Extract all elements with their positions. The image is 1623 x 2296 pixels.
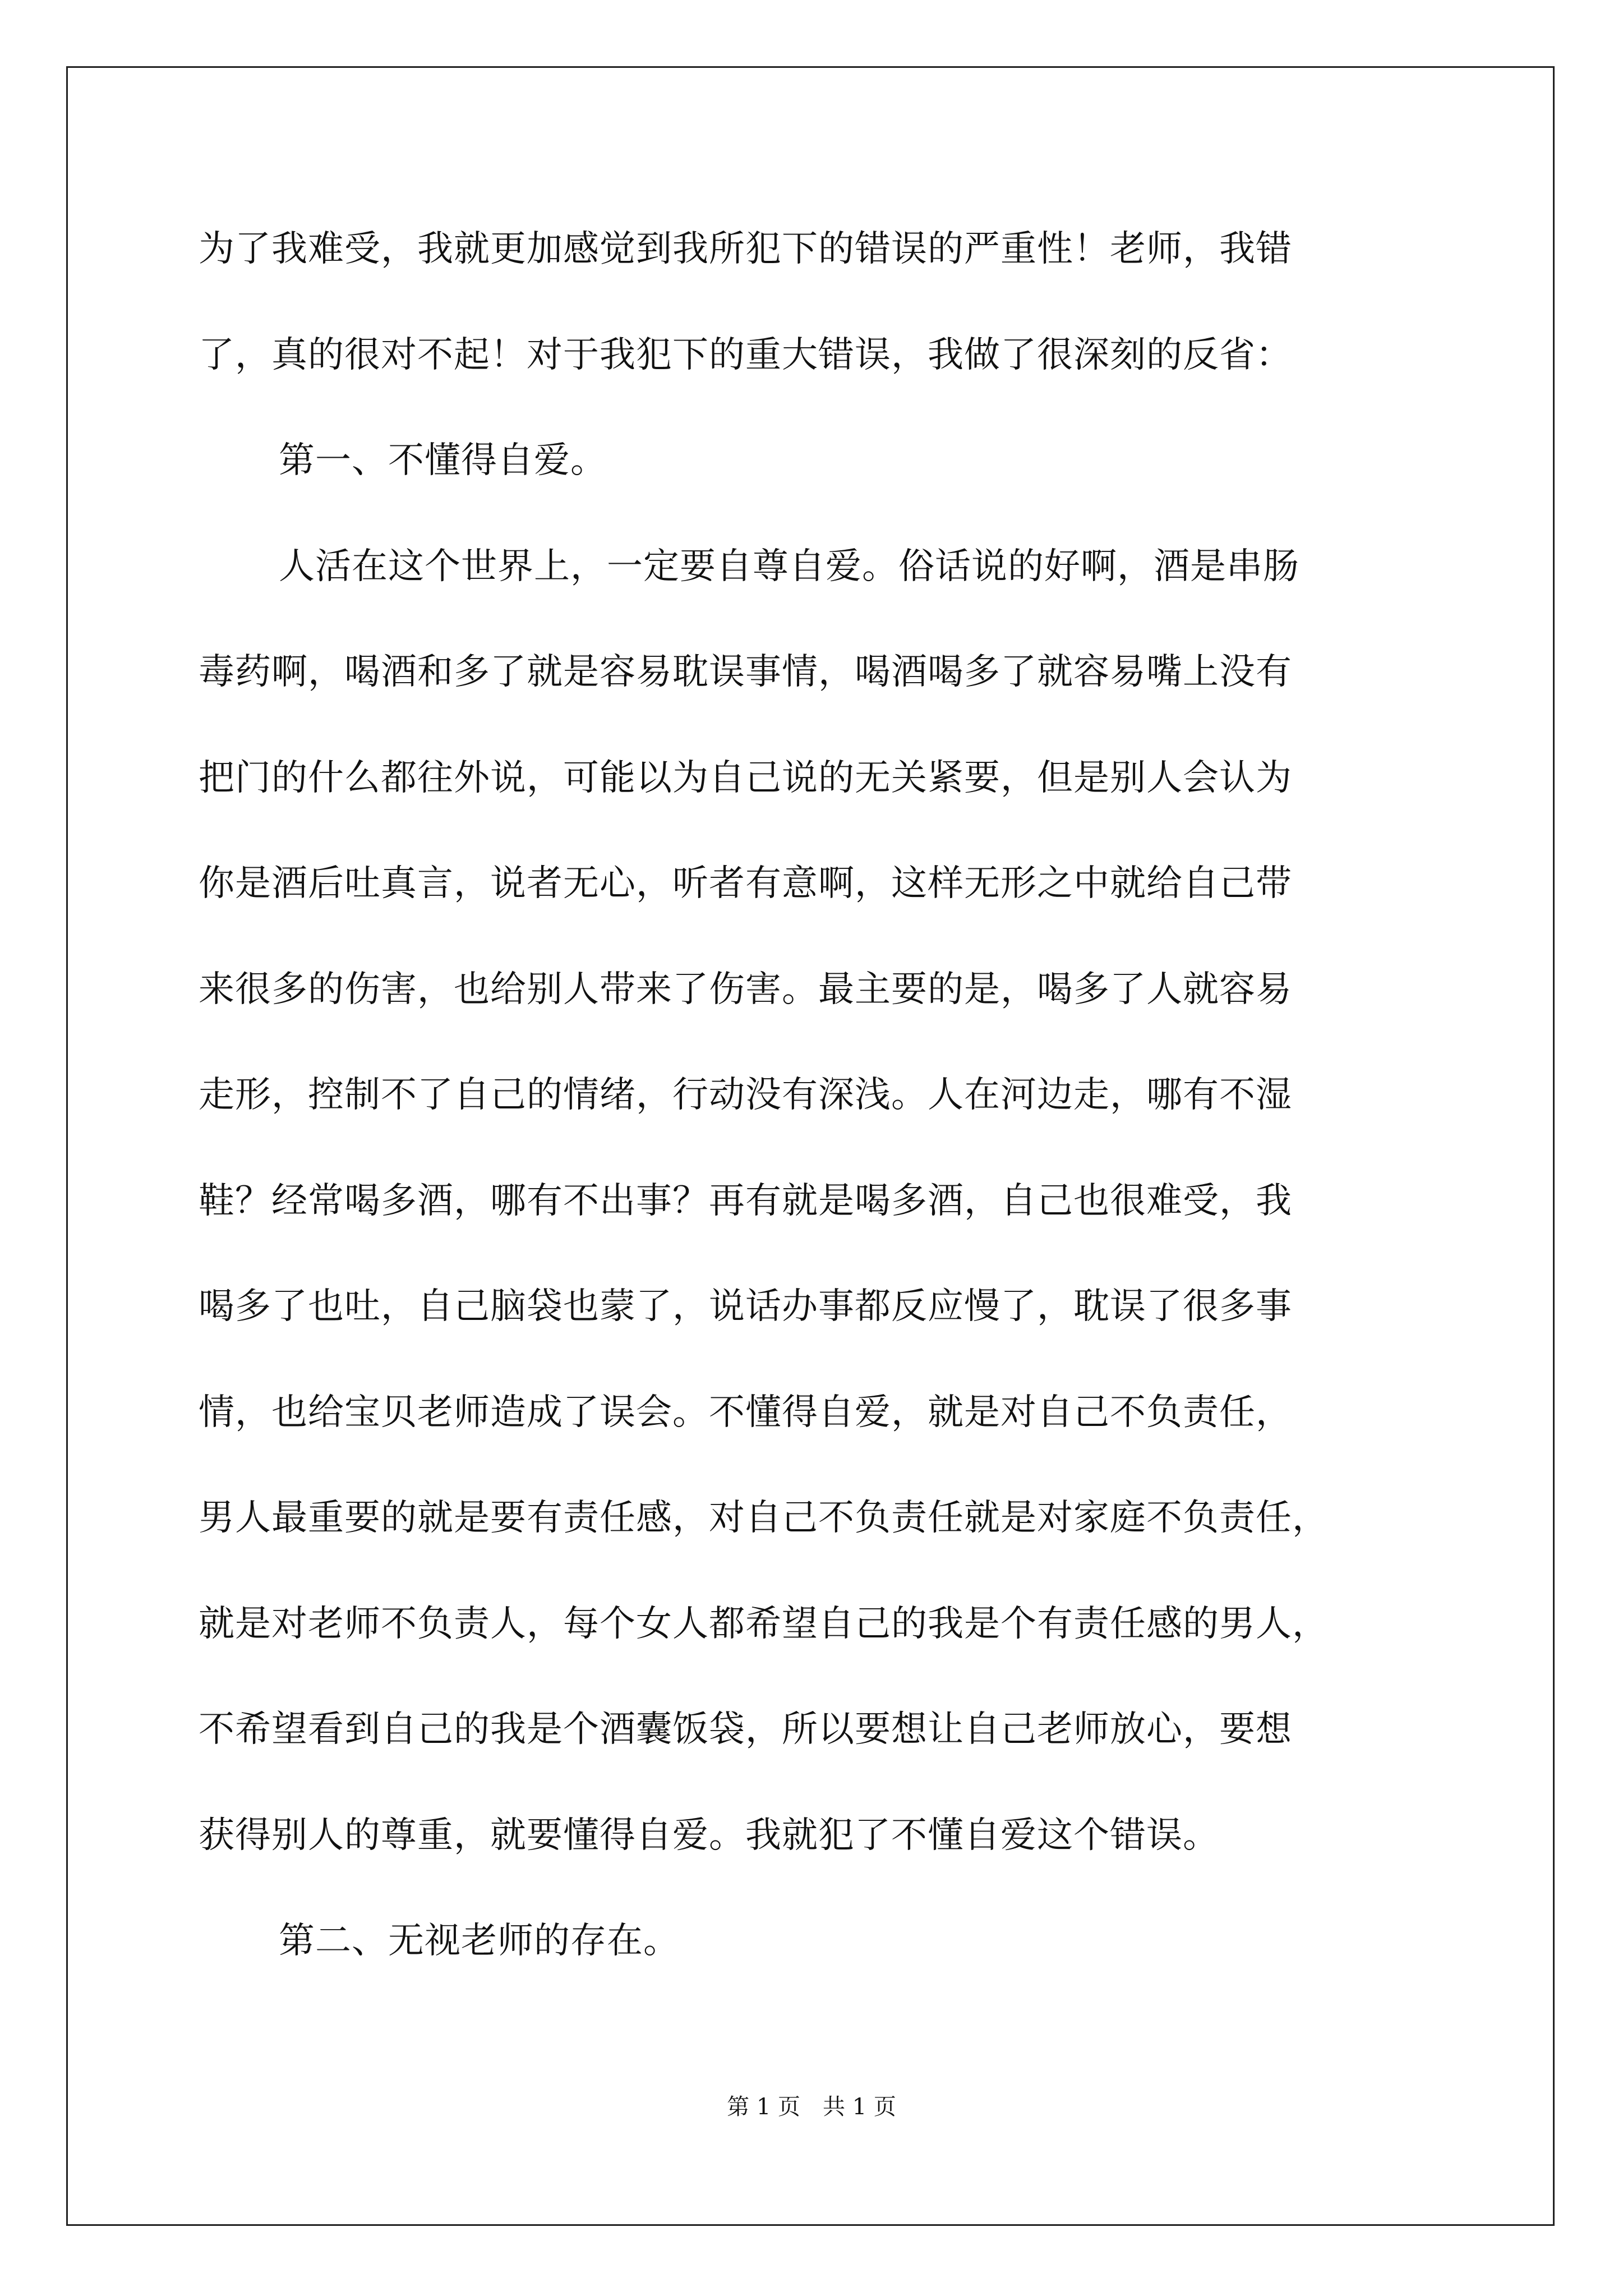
text-line-5: 毒药啊，喝酒和多了就是容易耽误事情，喝酒喝多了就容易嘴上没有 xyxy=(199,651,1292,693)
text-line-2: 了，真的很对不起！对于我犯下的重大错误，我做了很深刻的反省： xyxy=(199,334,1292,376)
page-border xyxy=(66,66,1555,2226)
text-line-15: 不希望看到自己的我是个酒囊饭袋，所以要想让自己老师放心，要想 xyxy=(199,1709,1292,1750)
text-line-11: 喝多了也吐，自己脑袋也蒙了，说话办事都反应慢了，耽误了很多事 xyxy=(199,1286,1292,1327)
text-line-16: 获得别人的尊重，就要懂得自爱。我就犯了不懂自爱这个错误。 xyxy=(199,1815,1219,1856)
text-line-8: 来很多的伤害，也给别人带来了伤害。最主要的是，喝多了人就容易 xyxy=(199,969,1292,1010)
text-line-1: 为了我难受，我就更加感觉到我所犯下的错误的严重性！老师，我错 xyxy=(199,228,1292,270)
text-line-14: 就是对老师不负责人，每个女人都希望自己的我是个有责任感的男人， xyxy=(199,1603,1329,1645)
section-heading-2: 第二、无视老师的存在。 xyxy=(279,1920,680,1962)
text-line-9: 走形，控制不了自己的情绪，行动没有深浅。人在河边走，哪有不湿 xyxy=(199,1074,1292,1116)
page-footer: 第 1 页 共 1 页 xyxy=(727,2094,896,2120)
text-line-6: 把门的什么都往外说，可能以为自己说的无关紧要，但是别人会认为 xyxy=(199,757,1292,799)
text-line-12: 情，也给宝贝老师造成了误会。不懂得自爱，就是对自己不负责任， xyxy=(199,1392,1292,1433)
text-line-13: 男人最重要的就是要有责任感，对自己不负责任就是对家庭不负责任， xyxy=(199,1497,1329,1539)
text-line-10: 鞋？经常喝多酒，哪有不出事？再有就是喝多酒，自己也很难受，我 xyxy=(199,1180,1292,1222)
section-heading-1: 第一、不懂得自爱。 xyxy=(279,440,607,481)
text-line-7: 你是酒后吐真言，说者无心，听者有意啊，这样无形之中就给自己带 xyxy=(199,863,1292,904)
text-line-4: 人活在这个世界上，一定要自尊自爱。俗话说的好啊，酒是串肠 xyxy=(279,546,1299,587)
